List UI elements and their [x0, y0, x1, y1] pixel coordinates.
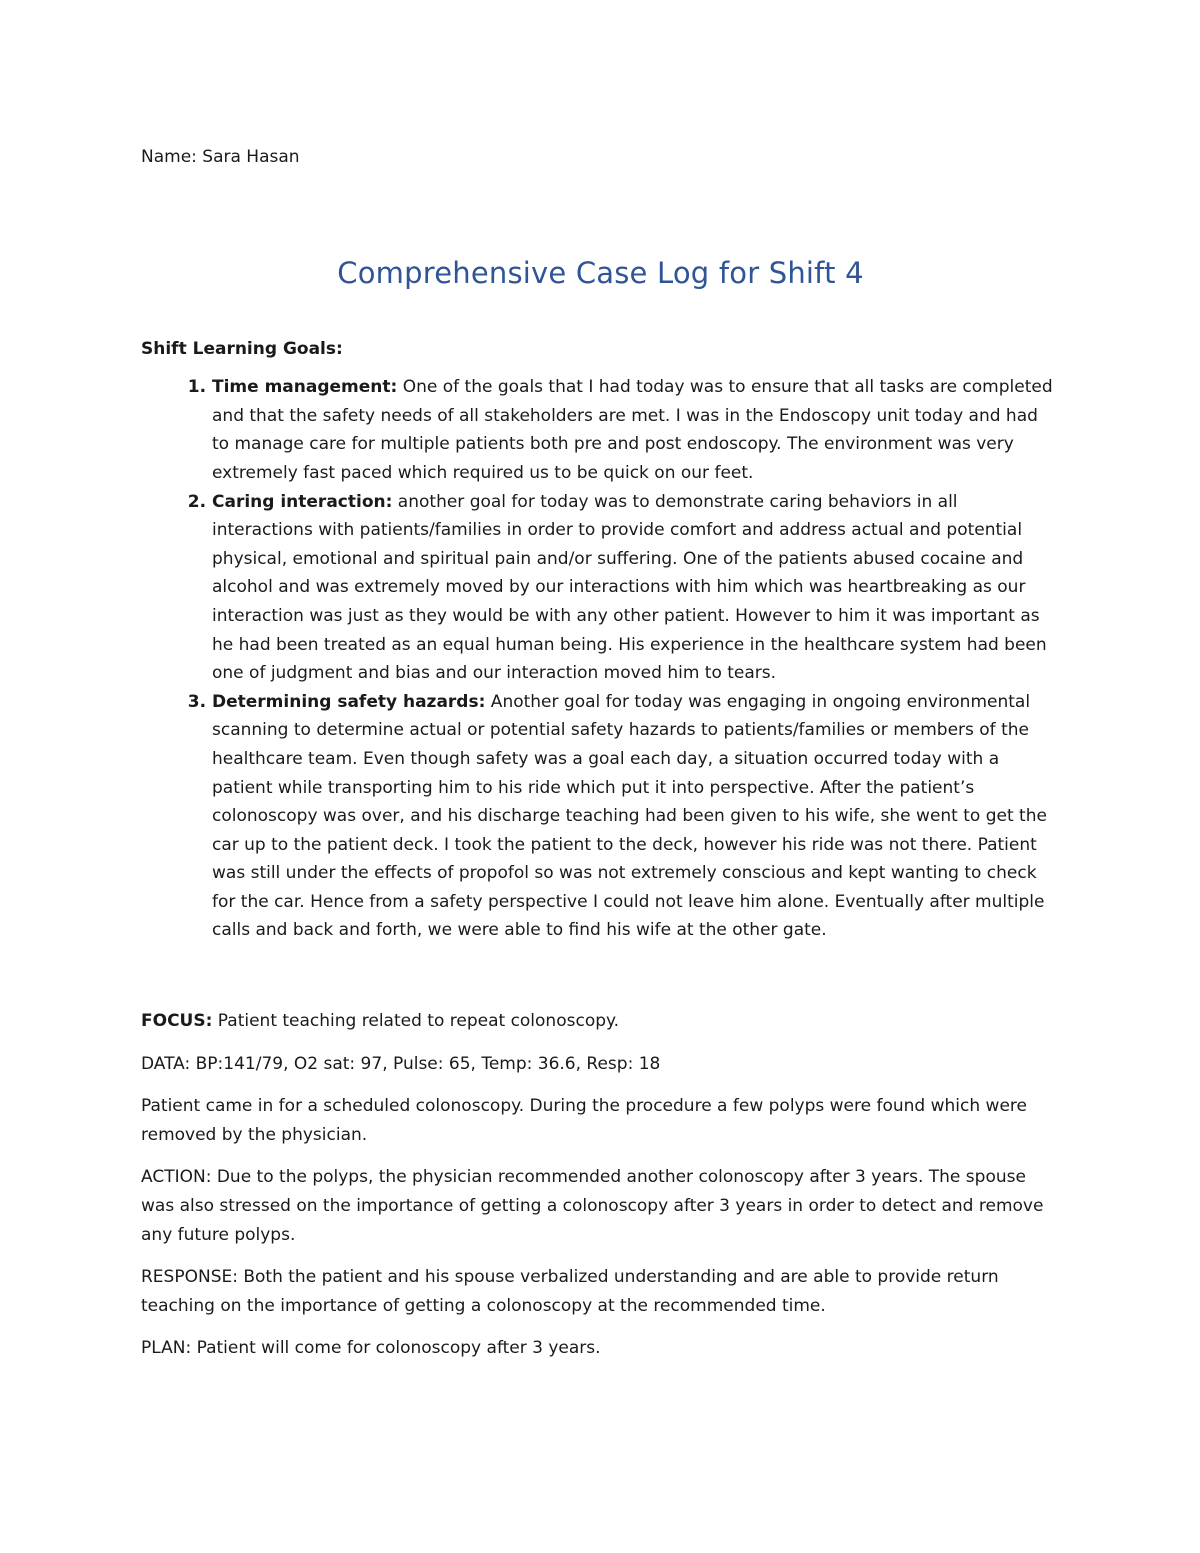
goal-text: Another goal for today was engaging in ongoing environmental scanning to determine actual or potential safety hazards to patients/families or members of the healthcare team. Even though safety was a goal each day, a situation occurred today with a patient while transporting him to his ride which put it into perspective. After the patient’s colonoscopy was over, and his discharge teaching had been given to his wife, she went to get the car up to the patient deck. I took the patient to the deck, however his ride was not there. Patient was still under the effects of propofol so was not extremely conscious and kept wanting to check for the car. Hence from a safety perspective I could not leave him alone. Eventually after multiple calls and back and forth, we were able to find his wife at the other gate.	[212, 691, 1047, 941]
goal-item	[212, 488, 1060, 688]
document-title: Comprehensive Case Log for Shift 4	[337, 255, 864, 290]
focus-text: Patient teaching related to repeat colonoscopy.	[212, 1011, 620, 1032]
student-name: Name: Sara Hasan	[141, 147, 300, 167]
goal-term: Caring interaction:	[212, 491, 393, 512]
data-paragraph: Patient came in for a scheduled colonoscopy. During the procedure a few polyps were found which were removed by the physician.	[141, 1096, 1027, 1145]
data-line: DATA: BP:141/79, O2 sat: 97, Pulse: 65, Temp: 36.6, Resp: 18	[141, 1053, 661, 1074]
response-paragraph: RESPONSE: Both the patient and his spouse verbalized understanding and are able to provide return teaching on the importance of getting a colonoscopy at the recommended time.	[141, 1267, 999, 1316]
action-paragraph: ACTION: Due to the polyps, the physician recommended another colonoscopy after 3 years. The spouse was also stressed on the importance of getting a colonoscopy after 3 years in order to detect and remove any future polyps.	[141, 1167, 1044, 1245]
dar-notes	[141, 1007, 1060, 1363]
goals-heading: Shift Learning Goals:	[141, 338, 343, 359]
goal-item	[212, 373, 1060, 487]
goal-text: One of the goals that I had today was to ensure that all tasks are completed and that the safety needs of all stakeholders are met. I was in the Endoscopy unit today and had to manage care for multiple patients both pre and post endoscopy. The environment was very extremely fast paced which required us to be quick on our feet.	[212, 377, 1053, 483]
goal-text: another goal for today was to demonstrate caring behaviors in all interactions with patients/families in order to provide comfort and address actual and potential physical, emotional and spiritual pain and/or suffering. One of the patients abused cocaine and alcohol and was extremely moved by our interactions with him which was heartbreaking as our interaction was just as they would be with any other patient. However to him it was important as he had been treated as an equal human being. His experience in the healthcare system had been one of judgment and bias and our interaction moved him to tears.	[212, 491, 1047, 684]
plan-paragraph: PLAN: Patient will come for colonoscopy after 3 years.	[141, 1338, 601, 1359]
goal-term: Determining safety hazards:	[212, 691, 486, 712]
goal-term: Time management:	[212, 377, 398, 398]
goal-item	[212, 688, 1060, 945]
goals-list	[141, 373, 1060, 945]
focus-label: FOCUS:	[141, 1011, 213, 1032]
focus-line	[141, 1007, 1060, 1036]
